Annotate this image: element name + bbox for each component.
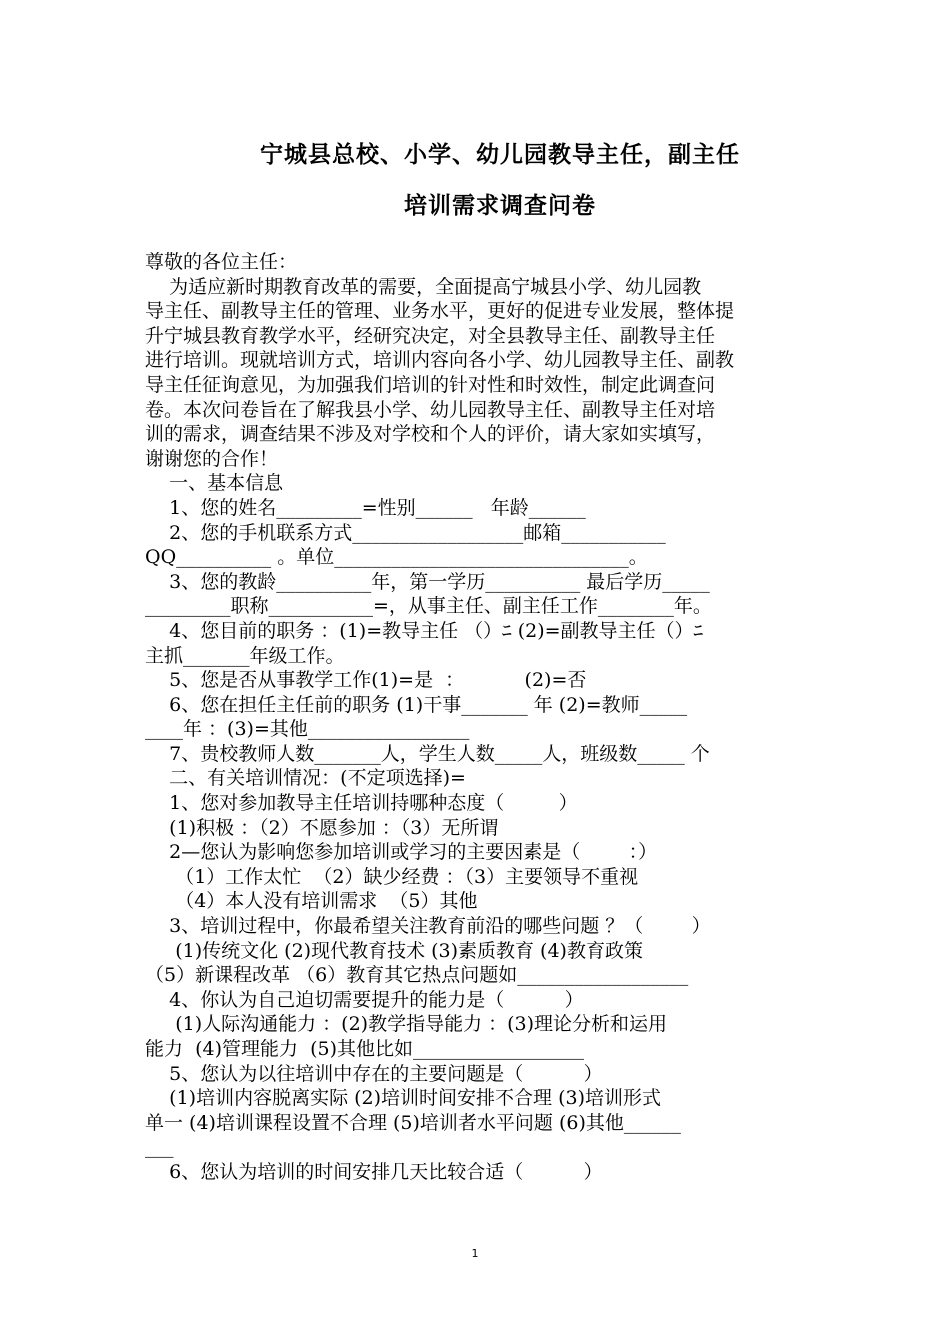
question-line: 6、您认为培训的时间安排几天比较合适（ ） bbox=[145, 1160, 603, 1183]
intro-paragraph-line: 导主任征询意见，为加强我们培训的针对性和时效性，制定此调查问 bbox=[145, 373, 716, 396]
option-line: (1)培训内容脱离实际 (2)培训时间安排不合理 (3)培训形式 bbox=[145, 1087, 661, 1110]
document-body bbox=[145, 250, 810, 1185]
section-heading-basic-info: 一、基本信息 bbox=[145, 472, 284, 495]
question-line: 7、贵校教师人数_______人，学生人数_____人，班级数_____ 个 bbox=[145, 742, 710, 765]
option-line: 能力 (4)管理能力 (5)其他比如__________________ bbox=[145, 1038, 584, 1060]
option-line: 单一 (4)培训课程设置不合理 (5)培训者水平问题 (6)其他______ bbox=[145, 1111, 681, 1134]
option-line: ___ bbox=[145, 1136, 174, 1159]
question-line: 5、您是否从事教学工作(1)=是 ： (2)=否 bbox=[145, 669, 587, 692]
question-line: QQ__________ 。单位_______________________________。 bbox=[145, 546, 648, 569]
intro-paragraph-line: 卷。本次问卷旨在了解我县小学、幼儿园教导主任、副教导主任对培 bbox=[145, 398, 716, 421]
question-line: 3、培训过程中，你最希望关注教育前沿的哪些问题 ？（ ） bbox=[145, 915, 711, 938]
intro-paragraph-line: 升宁城县教育教学水平，经研究决定，对全县教导主任、副教导主任 bbox=[145, 324, 716, 347]
option-line: (1)人际沟通能力 ：(2)教学指导能力 ：(3)理论分析和运用 bbox=[145, 1013, 668, 1036]
question-line: 1、您的姓名_________=性别______ 年龄______ bbox=[145, 496, 586, 519]
intro-paragraph-line: 导主任、副教导主任的管理、业务水平，更好的促进专业发展，整体提 bbox=[145, 300, 735, 323]
page-number: 1 bbox=[471, 1247, 479, 1260]
question-line: 2—您认为影响您参加培训或学习的主要因素是（ ：） bbox=[145, 841, 658, 864]
option-line: （1）工作太忙 （2）缺少经费 ：（3）主要领导不重视 bbox=[145, 865, 639, 888]
option-line: （4）本人没有培训需求 （5）其他 bbox=[145, 890, 478, 913]
question-line: 6、您在担任主任前的职务 (1)干事_______ 年 (2)=教师_____ bbox=[145, 693, 688, 716]
question-line: 2、您的手机联系方式__________________邮箱___________ bbox=[145, 521, 666, 544]
option-line: (1)传统文化 (2)现代教育技术 (3)素质教育 (4)教育政策 bbox=[145, 939, 643, 962]
intro-paragraph-line: 训的需求，调查结果不涉及对学校和个人的评价，请大家如实填写， bbox=[145, 423, 716, 446]
question-line: 5、您认为以往培训中存在的主要问题是（ ） bbox=[145, 1062, 603, 1085]
document-title-line-2: 培训需求调查问卷 bbox=[404, 193, 596, 219]
question-line: ____年 ：(3)=其他_________________ bbox=[145, 718, 470, 741]
question-line: 3、您的教龄__________年，第一学历__________ 最后学历_____ bbox=[145, 570, 710, 593]
question-line: 1、您对参加教导主任培训持哪种态度（ ） bbox=[145, 792, 578, 815]
question-line: 4、你认为自己迫切需要提升的能力是（ ） bbox=[145, 988, 584, 1011]
option-line: (1)积极 ：（2）不愿参加 ：（3）无所谓 bbox=[145, 816, 499, 839]
option-line: （5）新课程改革 （6）教育其它热点问题如__________________ bbox=[145, 964, 689, 987]
intro-paragraph-line: 谢谢您的合作！ bbox=[145, 447, 279, 470]
document-title-line-1: 宁城县总校、小学、幼儿园教导主任，副主任 bbox=[260, 142, 740, 168]
section-heading-training: 二、有关培训情况：(不定项选择)= bbox=[145, 767, 466, 790]
question-line: 主抓_______年级工作。 bbox=[145, 644, 345, 667]
intro-paragraph-line: 进行培训。现就培训方式，培训内容向各小学、幼儿园教导主任、副教 bbox=[145, 349, 735, 372]
question-line: 4、您目前的职务 ：(1)=教导主任 （）ﾆ (2)=副教导主任（）ﾆ bbox=[145, 619, 704, 642]
salutation: 尊敬的各位主任： bbox=[145, 251, 298, 273]
intro-paragraph-line: 为适应新时期教育改革的需要，全面提高宁城县小学、幼儿园教 bbox=[145, 275, 702, 298]
question-line: _________职称___________=，从事主任、副主任工作________年。 bbox=[145, 595, 712, 618]
